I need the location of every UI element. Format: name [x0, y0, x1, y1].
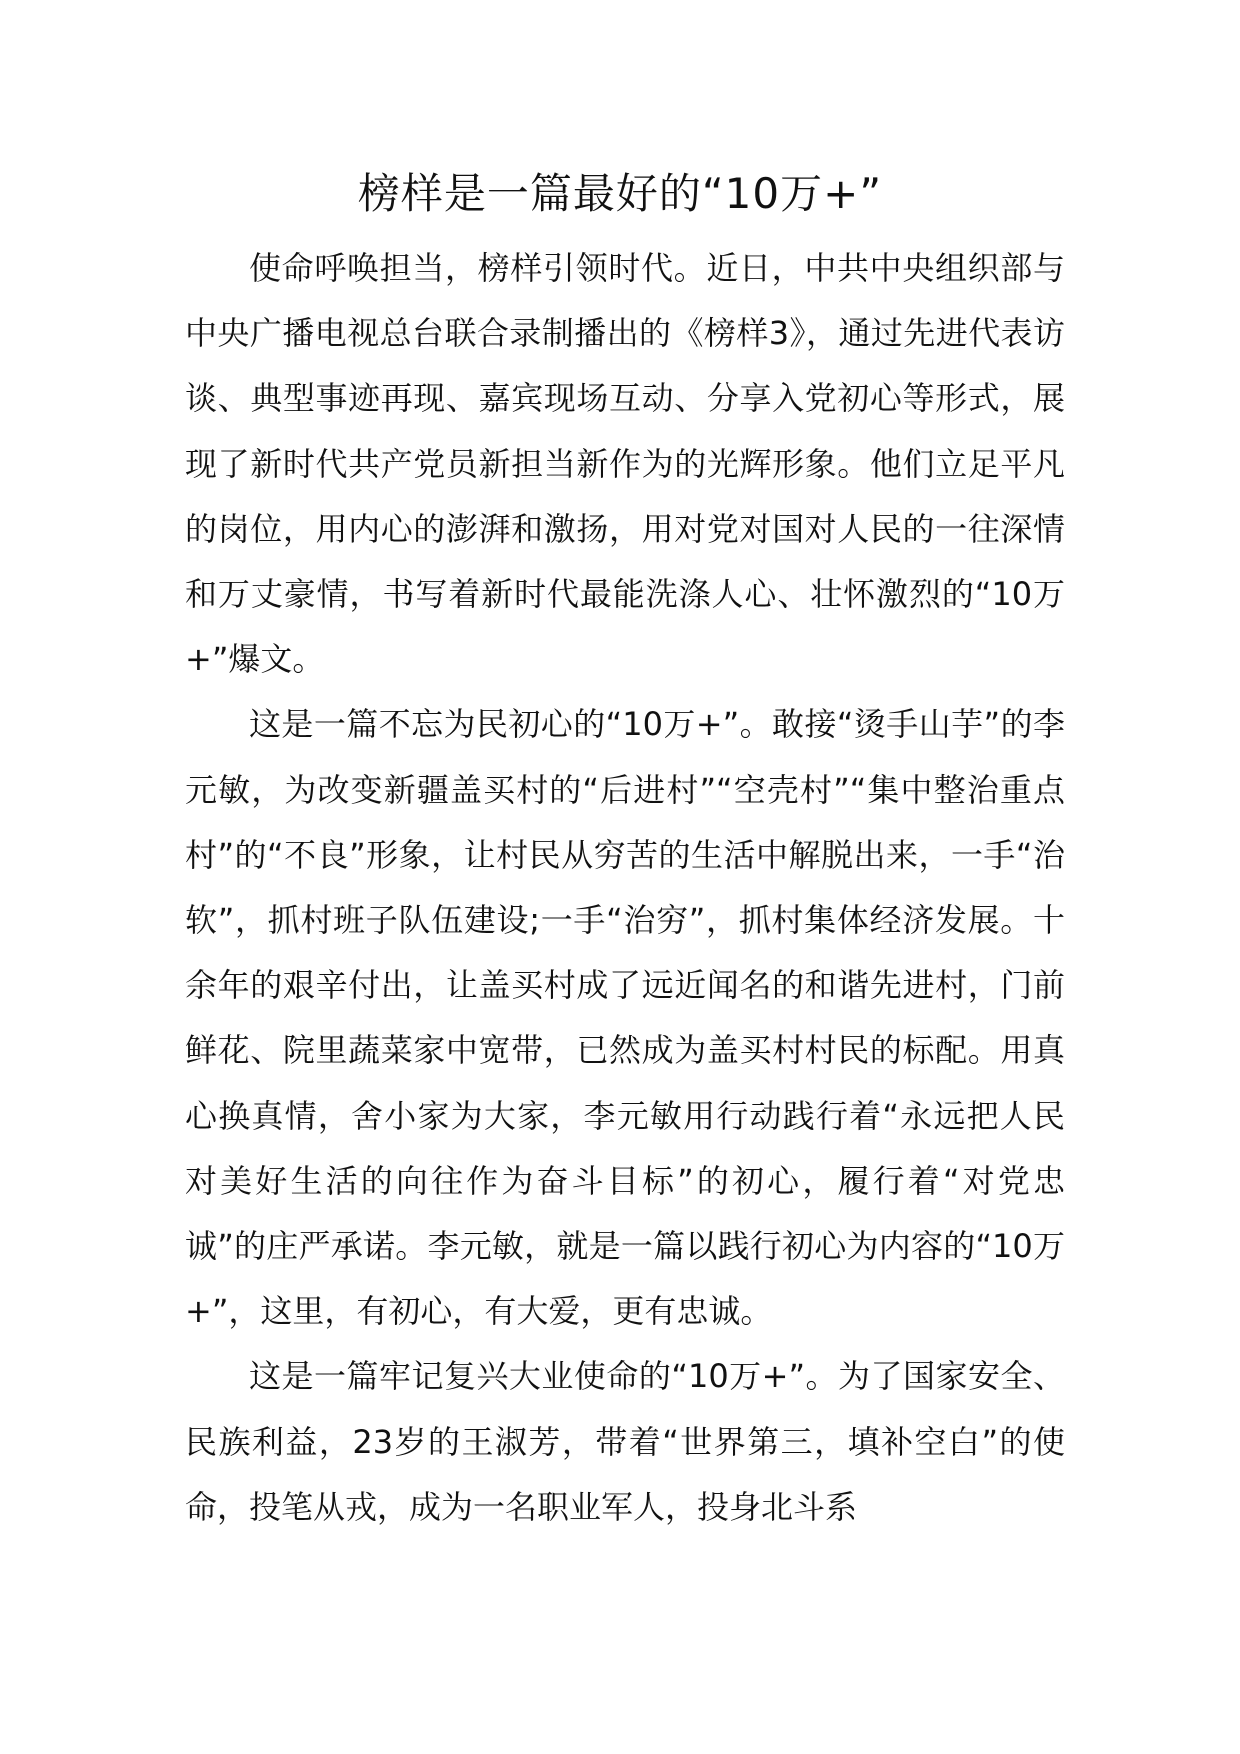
paragraph-1: 使命呼唤担当，榜样引领时代。近日，中共中央组织部与中央广播电视总台联合录制播出的《榜样3》，通过先进代表访谈、典型事迹再现、嘉宾现场互动、分享入党初心等形式，展现了新时代共产党员新担当新作为的光辉形象。他们立足平凡的岗位，用内心的澎湃和激扬，用对党对国对人民的一往深情和万丈豪情，书写着新时代最能洗涤人心、壮怀激烈的“10万+”爆文。	[185, 249, 1065, 679]
paragraph-3: 这是一篇牢记复兴大业使命的“10万+”。为了国家安全、民族利益，23岁的王淑芳，带着“世界第三，填补空白”的使命，投笔从戎，成为一名职业军人，投身北斗系	[185, 1357, 1065, 1526]
document-body	[185, 236, 1065, 1540]
document-title: 榜样是一篇最好的“10万+”	[357, 169, 883, 218]
paragraph-2: 这是一篇不忘为民初心的“10万+”。敢接“烫手山芋”的李元敏，为改变新疆盖买村的“后进村”“空壳村”“集中整治重点村”的“不良”形象，让村民从穷苦的生活中解脱出来，一手“治软”，抓村班子队伍建设;一手“治穷”，抓村集体经济发展。十余年的艰辛付出，让盖买村成了远近闻名的和谐先进村，门前鲜花、院里蔬菜家中宽带，已然成为盖买村村民的标配。用真心换真情，舍小家为大家，李元敏用行动践行着“永远把人民对美好生活的向往作为奋斗目标”的初心，履行着“对党忠诚”的庄严承诺。李元敏，就是一篇以践行初心为内容的“10万+”，这里，有初心，有大爱，更有忠诚。	[185, 705, 1065, 1331]
